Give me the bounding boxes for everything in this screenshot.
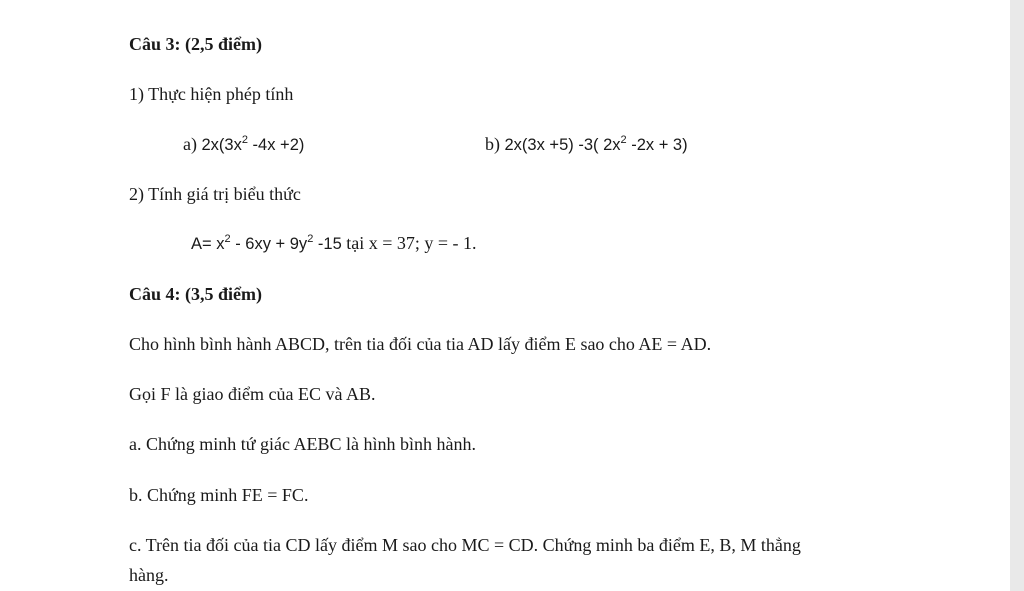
question-4-statement: Cho hình bình hành ABCD, trên tia đối của tia AD lấy điểm E sao cho AE = AD. bbox=[129, 334, 712, 354]
question-4-part-c-line-1: c. Trên tia đối của tia CD lấy điểm M sao cho MC = CD. Chứng minh ba điểm E, B, M thẳng bbox=[129, 535, 801, 555]
item-a-label: a) bbox=[183, 134, 197, 154]
question-3-part-1: 1) Thực hiện phép tính bbox=[129, 84, 294, 104]
item-b-label: b) bbox=[485, 134, 500, 154]
item-b-expression: 2x(3x +5) -3( $2x^2$ -2x + 3) bbox=[504, 133, 688, 154]
item-a-expression: $2x(3x^2$ -4x +2) bbox=[201, 133, 305, 154]
question-4-part-b: b. Chứng minh FE = FC. bbox=[129, 485, 309, 505]
question-3-item-a bbox=[183, 133, 304, 156]
question-4-definition: Gọi F là giao điểm của EC và AB. bbox=[129, 384, 376, 404]
question-4-part-c-line-2: hàng. bbox=[129, 565, 169, 585]
cropped-previous-line bbox=[0, 0, 1024, 8]
question-3-part-2: 2) Tính giá trị biểu thức bbox=[129, 184, 301, 204]
question-4-title: Câu 4: (3,5 điểm) bbox=[129, 284, 262, 304]
question-3-title: Câu 3: (2,5 điểm) bbox=[129, 34, 262, 54]
expression-A-formula: $A= x^2 - 6xy + 9y^2$ -15 bbox=[191, 232, 342, 253]
expression-A bbox=[191, 232, 477, 255]
question-3-item-b bbox=[485, 133, 688, 156]
question-4-part-a: a. Chứng minh tứ giác AEBC là hình bình hành. bbox=[129, 434, 476, 454]
scrollbar-track[interactable] bbox=[1010, 0, 1024, 591]
expression-A-condition: tại x = 37; y = - 1. bbox=[341, 233, 477, 253]
